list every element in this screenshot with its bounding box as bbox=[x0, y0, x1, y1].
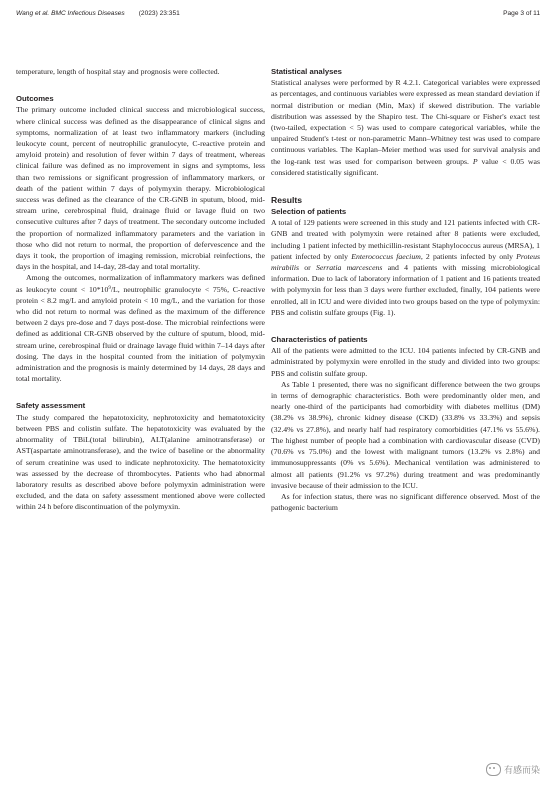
characteristics-heading: Characteristics of patients bbox=[271, 335, 368, 345]
header-citation bbox=[16, 10, 180, 17]
characteristics-paragraph-3: As for infection status, there was no significant difference observed. Most of the pathogenic bacterium bbox=[271, 491, 540, 513]
characteristics-paragraph-1: All of the patients were admitted to the ICU. 104 patients infected by CR-GNB and administrated by polymyxin were enrolled in the study and divided into two groups: PBS and colistin sulfate group. bbox=[271, 346, 540, 378]
selection-part-b: , 2 patients infected by only bbox=[420, 251, 517, 261]
selection-paragraph bbox=[271, 217, 540, 318]
selection-part-d: and 4 patients with missing microbiological information. Due to lack of laboratory information of 1 patient and 16 patients treated with polymyxin for less than 3 days were further excluded, finally, 104 patients were enrolled, all in ICU and were divided into two groups based on the type of polymyxin: PBS and colistin sulfate groups (Fig. 1). bbox=[271, 263, 540, 317]
outcomes-p2-superscript: 9 bbox=[108, 285, 111, 291]
statistics-p-italic-p: P bbox=[472, 156, 478, 166]
statistics-heading: Statistical analyses bbox=[271, 67, 342, 76]
selection-italic-serratia: Serratia marcescens bbox=[315, 263, 383, 273]
right-column bbox=[271, 66, 540, 513]
statistics-p-part-b: value < 0.05 was considered statistically significant. bbox=[271, 156, 540, 177]
selection-part-a: A total of 129 patients were screened in this study and 121 patients infected with CR-GNB and treated with polymyxin were retained after 8 patients were excluded, including 1 patient infected by methicillin-resistant Staphylococcus aureus (MRSA), 1 patient infected by only bbox=[271, 218, 540, 261]
outcomes-p2-part-b: /L, neutrophilic granulocyte < 75%, C-reactive protein < 8.2 mg/L and amyloid protein < 10 mg/L, and the variation for those who did not return to normal was defined as the maximum of the difference between 2 days pre-dose and 7 days post-dose. The microbial reinfections were defined as additional CR-GNB observed by the culture of sputum, blood, mid-stream urine, cerebrospinal fluid or drainage lavage fluid within 7–14 days after dosing. The days in the hospital counted from the initiation of polymyxin administration and the prognosis is mainly determined by 14 days, 28 days and total mortality. bbox=[16, 284, 266, 384]
continued-paragraph: temperature, length of hospital stay and prognosis were collected. bbox=[16, 67, 220, 76]
header-year-volume: (2023) 23:351 bbox=[138, 10, 180, 17]
statistics-paragraph bbox=[271, 77, 540, 178]
watermark bbox=[486, 763, 540, 776]
outcomes-paragraph-2 bbox=[16, 272, 265, 384]
selection-part-c: or bbox=[299, 263, 316, 273]
outcomes-heading: Outcomes bbox=[16, 94, 54, 104]
results-heading: Results bbox=[271, 195, 303, 206]
statistics-p-part-a: Statistical analyses were performed by R 4.2.1. Categorical variables were expressed as percentages, and continuous variables were expressed as mean standard deviation if normal distribution or median (Min, Max) if skewed distribution. The variable distribution was assessed by the Shapiro test. The Chi-square or Fisher's exact test (two-tailed, expectation < 5) was used to compare categorical variables, while the unpaired Student's t-test or non-parametric Mann–Whitney test was used to compare continuous variables. The Kaplan–Meier method was used for survival analysis and the log-rank test was used for comparison between groups. bbox=[271, 78, 540, 166]
characteristics-paragraph-2: As Table 1 presented, there was no significant difference between the two groups in terms of demographic characteristics. Both were predominantly older men, and nearly one-third of the participants had comorbidity with diabetes mellitus (DM) (38.2% vs 38.9%), chronic kidney disease (CKD) (33.8% vs 33.3%) and sepsis (32.4% vs 27.8%), and nearly half had respiratory comorbidities (47.1% vs 55.6%). The highest number of people had a combination with cardiovascular disease (CVD) (70.6% vs 75.0%) and the lowest with malignant tumors (13.2% vs 2.8%) and immunosuppressants (0% vs 5.6%). Mechanical ventilation was administered to almost all patients (91.2% vs 97.2%) during treatment and was predominantly invasive because of their admission to the ICU. bbox=[271, 379, 540, 490]
left-column bbox=[16, 66, 265, 513]
selection-italic-proteus: Proteus mirabilis bbox=[271, 251, 540, 273]
selection-heading: Selection of patients bbox=[271, 207, 347, 217]
outcomes-paragraph-1: The primary outcome included clinical success and microbiological success, where clinical success was defined as the disappearance of clinical signs and symptoms, normalization of at least two inflammatory markers (including leukocyte count, percent of neutrophilic granulocyte, C-reactive protein and amyloid protein) and resolution of fever within 7 days of treatment, whereas clinical failure was defined as no improvement in signs and symptoms, less than two remissions or significant progression of inflammatory markers, or death of the patient within 7 days of polymyxin therapy. Microbiological success was defined as the clearance of the CR-GNB in sputum, blood, mid-stream urine, cerebrospinal fluid, drainage fluid or lavage fluid on two consecutive cultures after 7 days of treatment. The secondary outcome included the proportion of normalized inflammatory parameters and the variation in those who did not return to normal, the proportion of defervescence and the days it took, the proportion of imaging remission, microbial reinfections, the days in the hospital, and 14-day, 28-day and total mortality. bbox=[16, 105, 265, 272]
running-header bbox=[0, 10, 556, 24]
header-page-number: Page 3 of 11 bbox=[503, 10, 540, 17]
safety-heading: Safety assessment bbox=[16, 401, 86, 411]
wechat-icon bbox=[486, 763, 501, 776]
watermark-text: 有感而染 bbox=[503, 766, 540, 776]
header-journal: Wang et al. BMC Infectious Diseases bbox=[16, 10, 125, 17]
selection-italic-enterococcus: Enterococcus faecium bbox=[351, 251, 421, 261]
safety-paragraph: The study compared the hepatotoxicity, nephrotoxicity and hematotoxicity between PBS and colistin sulfate. The hepatotoxicity was evaluated by the abnormality of TBiL(total bilirubin), ALT(alanine aminotransferase) or AST(aspartate aminotransferase), and the twice of baseline or the abnormality of serum creatinine was used to indicate nephrotoxicity. The hematotoxicity was assessed by the decrease of thrombocytes. Patients who had abnormal laboratory results as described above before polymyxin administration were excluded, and the data on safety assessment mentioned above were collected within 24 h before discontinuation of the polymyxin. bbox=[16, 412, 265, 512]
outcomes-p2-part-a: Among the outcomes, normalization of inflammatory markers was defined as leukocyte count < 10*10 bbox=[16, 273, 265, 294]
